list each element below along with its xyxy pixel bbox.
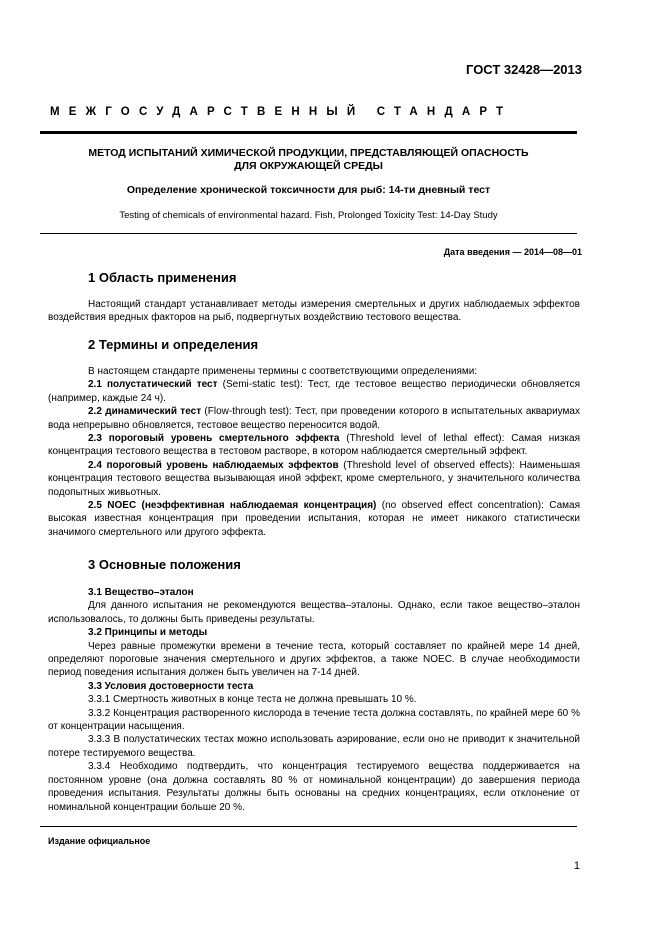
- term-2-5-en: (no observed effect concentration):: [376, 500, 550, 512]
- term-2-5: 2.5 NOEC (неэффективная наблюдаемая концентрация): [88, 500, 377, 512]
- standard-type: МЕЖГОСУДАРСТВЕННЫЙ СТАНДАРТ: [50, 106, 513, 118]
- section-3-heading: 3 Основные положения: [88, 557, 241, 572]
- item-3-3-3: 3.3.3 В полустатических тестах можно использовать аэрирование, если оно не приводит к значительной потере тестируемого вещества.: [48, 734, 580, 759]
- official-edition-label: Издание официальное: [48, 836, 151, 846]
- term-2-1: 2.1 полустатический тест: [88, 379, 218, 391]
- title-rule: [40, 233, 577, 234]
- item-3-3-1: 3.3.1 Смертность животных в конце теста не должна превышать 10 %.: [88, 694, 417, 706]
- term-2-4: 2.4 пороговый уровень наблюдаемых эффектов: [88, 459, 339, 471]
- definition-2-2-text: Тест, при проведении которого в испытательных аквариумах вода непрерывно обновляется, тестовое вещество переносится водой.: [48, 406, 580, 431]
- header-rule: [40, 131, 577, 134]
- title-line-1: МЕТОД ИСПЫТАНИЙ ХИМИЧЕСКОЙ ПРОДУКЦИИ, ПРЕДСТАВЛЯЮЩЕЙ ОПАСНОСТЬ: [88, 147, 529, 159]
- definition-2-5: [48, 499, 580, 539]
- definition-2-5-text: Самая высокая известная концентрация при проведении испытания, которая не имеет никакого статистически значимого смертельного или другого эффекта.: [48, 500, 580, 538]
- subsection-3-1-text: Для данного испытания не рекомендуются вещества–эталоны. Однако, если такое вещество–эталон использовалось, то должны быть приведены результаты.: [48, 600, 580, 625]
- term-2-3: 2.3 пороговый уровень смертельного эффекта: [88, 433, 340, 445]
- subsection-3-1-heading: 3.1 Вещество–эталон: [88, 587, 194, 598]
- definition-2-3: [48, 432, 580, 459]
- footer-rule: [40, 826, 577, 827]
- subsection-3-2-heading: 3.2 Принципы и методы: [88, 627, 208, 639]
- gost-number: ГОСТ 32428—2013: [466, 62, 582, 77]
- english-title: Testing of chemicals of environmental hazard. Fish, Prolonged Toxicity Test: 14-Day Study: [119, 210, 498, 221]
- definition-2-3-text: Самая низкая концентрация тестового вещества в тестовом растворе, в котором наблюдается смертельный эффект.: [48, 433, 580, 458]
- definition-2-4-text: Наименьшая концентрация тестового вещества вызывающая иной эффект, кроме смертельного, у значительного количества подопытных живьотных.: [48, 459, 581, 498]
- term-2-3-en: (Threshold level of lethal effect):: [339, 433, 512, 445]
- document-title: [40, 147, 577, 173]
- page-number: 1: [573, 860, 580, 872]
- title-line-2: ДЛЯ ОКРУЖАЮЩЕЙ СРЕДЫ: [234, 160, 383, 172]
- section-2-heading: 2 Термины и определения: [88, 337, 259, 352]
- document-subtitle: Определение хронической токсичности для рыб: 14-ти дневный тест: [126, 184, 491, 196]
- term-2-1-en: (Semi-static test):: [217, 379, 308, 391]
- subsection-3-2-text: Через равные промежутки времени в течение теста, который составляет по крайней мере 14 дней, определяют пороговые значения смертельного и других эффектов, а также NOEC. В случае необходимости период поведения испытания должен быть увеличен на 7-14 дней.: [48, 640, 580, 679]
- section-2-body: [48, 365, 580, 539]
- subsection-3-3-heading: 3.3 Условия достоверности теста: [88, 680, 254, 692]
- section-1-heading: 1 Область применения: [88, 270, 237, 285]
- definition-2-4: [48, 459, 580, 499]
- section-1-text: Настоящий стандарт устанавливает методы измерения смертельных и других наблюдаемых эффектов воздействия вредных факторов на рыб, подвергнутых воздействию тестового вещества.: [48, 299, 580, 324]
- definition-2-2: [48, 405, 580, 432]
- section-3-body: [48, 586, 580, 814]
- term-2-2-en: (Flow-through test):: [201, 406, 296, 418]
- introduction-date: Дата введения — 2014—08—01: [443, 247, 582, 257]
- definition-2-1: [48, 378, 580, 405]
- definitions-intro: В настоящем стандарте применены термины с соответствующими определениями:: [88, 366, 478, 377]
- term-2-2: 2.2 динамический тест: [88, 406, 202, 418]
- term-2-4-en: (Threshold level of observed effects):: [338, 459, 520, 471]
- definition-2-1-text: Тест, где тестовое вещество периодически обновляется (например, каждые 24 ч).: [48, 379, 580, 404]
- item-3-3-4: 3.3.4 Необходимо подтвердить, что концентрация тестируемого вещества поддерживается на постоянном уровне (она должна составлять 80 % от номинальной концентрации) до завершения периода проведения испытания. Результаты должны быть основаны на средних концентрациях, если отклонение от номинальной концентрации больше 20 %.: [48, 761, 580, 813]
- item-3-3-2: 3.3.2 Концентрация растворенного кислорода в течение теста должна составлять, по крайней мере 60 % от концентрации насыщения.: [48, 707, 580, 733]
